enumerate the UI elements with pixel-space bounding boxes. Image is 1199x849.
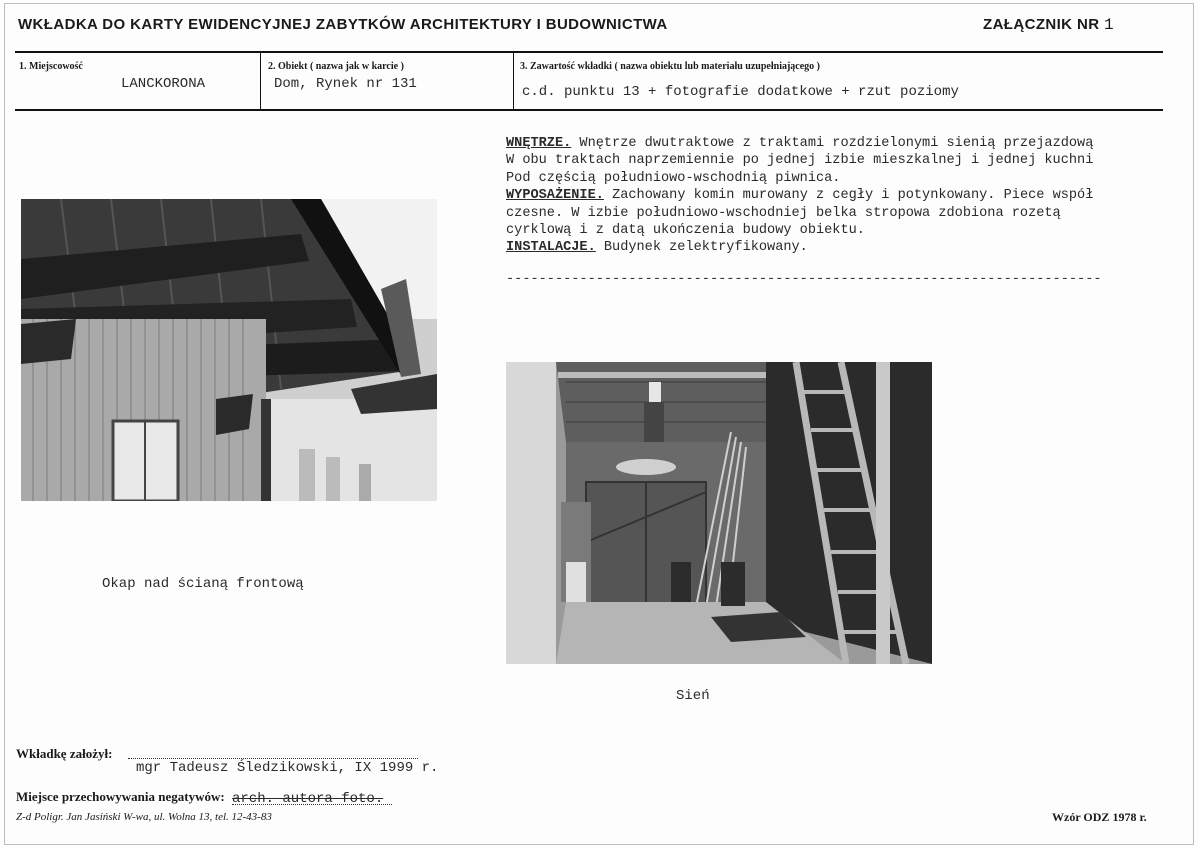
locality-value: LANCKORONA — [121, 76, 206, 92]
annex-label-text: ZAŁĄCZNIK NR — [983, 16, 1100, 33]
negatives-value: arch. autora foto. — [232, 791, 384, 807]
description-block — [506, 135, 1146, 257]
annex-label — [983, 16, 1114, 34]
interior-heading: WNĘTRZE. — [506, 136, 572, 151]
header-bottom-rule — [15, 109, 1163, 111]
author-label: Wkładkę założył: — [16, 746, 113, 761]
header-top-rule — [15, 51, 1163, 53]
equipment-line-3: cyrklową i z datą ukończenia budowy obiektu. — [506, 223, 865, 239]
installation-line: Budynek zelektryfikowany. — [595, 240, 808, 256]
photo-eaves — [21, 199, 437, 501]
object-value: Dom, Rynek nr 131 — [274, 76, 417, 92]
photo-eaves-caption: Okap nad ścianą frontową — [102, 576, 304, 592]
negatives-label: Miejsce przechowywania negatywów: — [16, 789, 225, 804]
locality-label: 1. Miejscowość — [19, 61, 83, 72]
printer-info: Z-d Poligr. Jan Jasiński W-wa, ul. Wolna 13, tel. 12-43-83 — [16, 811, 272, 823]
photo-hall-caption: Sień — [676, 688, 710, 704]
equipment-heading: WYPOSAŻENIE. — [506, 188, 604, 204]
annex-number: 1 — [1104, 16, 1115, 34]
object-label: 2. Obiekt ( nazwa jak w karcie ) — [268, 61, 404, 72]
form-template-number: Wzór ODZ 1978 r. — [1052, 810, 1147, 824]
form-title: WKŁADKA DO KARTY EWIDENCYJNEJ ZABYTKÓW ARCHITEKTURY I BUDOWNICTWA — [18, 16, 668, 33]
field-divider-1 — [260, 53, 261, 109]
photo-hall — [506, 362, 932, 664]
author-dotted-line — [128, 758, 418, 759]
interior-line-1: Wnętrze dwutraktowe z traktami rozdzielonymi sienią przejazdową — [571, 136, 1094, 151]
interior-line-2: W obu traktach naprzemiennie po jednej izbie mieszkalnej i jednej kuchni — [506, 153, 1094, 169]
installation-heading: INSTALACJE. — [506, 240, 596, 256]
equipment-line-1: Zachowany komin murowany z cegły i potynkowany. Piece współ — [603, 188, 1094, 204]
equipment-line-2: czesne. W izbie południowo-wschodniej belka stropowa zdobiona rozetą — [506, 205, 1061, 221]
dashed-separator: ------------------------------------------------------------------------- — [506, 272, 1102, 287]
field-divider-2 — [513, 53, 514, 109]
contents-value: c.d. punktu 13 + fotografie dodatkowe + rzut poziomy — [522, 84, 959, 100]
contents-label: 3. Zawartość wkładki ( nazwa obiektu lub materiału uzupełniającego ) — [520, 61, 821, 72]
interior-line-3: Pod częścią południowo-wschodnią piwnica. — [506, 170, 841, 186]
author-value: mgr Tadeusz Śledzikowski, IX 1999 r. — [136, 760, 439, 776]
